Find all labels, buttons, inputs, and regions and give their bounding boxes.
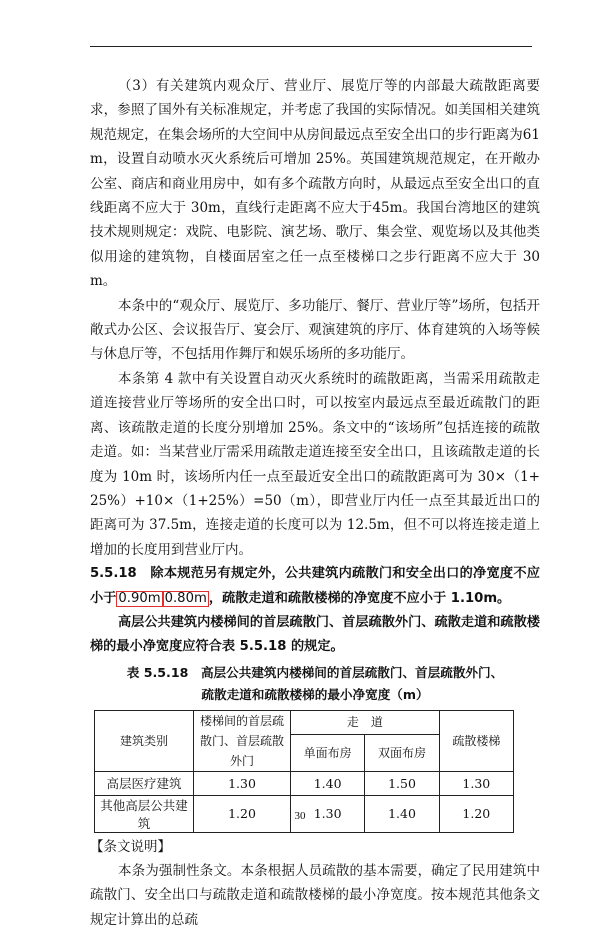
clause-5-5-18: [90, 562, 540, 611]
cell-double: 1.40: [365, 795, 439, 832]
header-corridor: 走 道: [291, 710, 440, 734]
paragraph-5: 本条为强制性条文。本条根据人员疏散的基本需要，确定了民用建筑中疏散门、安全出口与疏散走道和疏散楼梯的最小净宽度。按本规范其他条文规定计算出的总疏: [90, 862, 540, 928]
clause-text-b: ，疏散走道和疏散楼梯的净宽度不应小于 1.10m。: [208, 590, 511, 606]
paragraph-3: 本条第 4 款中有关设置自动灭火系统时的疏散距离，当需采用疏散走道连接营业厅等场所的安全出口时，可以按室内最远点至最近疏散门的距离、该疏散走道的长度分别增加 25%。条文中的“该场所”包括连接的疏散走道。如：当某营业厅需采用疏散走道连接至安全出口，且该疏散走道的长度为 10m 时，该场所内任一点至最近安全出口的疏散距离可为 30×（1+25%）+10×（1+25%）=50（m），即营业厅内任一点至其最近出口的距离可为 37.5m，连接走道的长度可以为 12.5m，但不可以将连接走道上增加的长度用到营业厅内。: [90, 370, 540, 558]
paragraph-1: （3）有关建筑内观众厅、营业厅、展览厅等的内部最大疏散距离要求，参照了国外有关标准规定，并考虑了我国的实际情况。如美国相关建筑规范规定，在集会场所的大空间中从房间最远点至安全出口的步行距离为61m，设置自动喷水灭火系统后可增加 25%。英国建筑规范规定，在开敞办公室、商店和商业用房中，如有多个疏散方向时，从最远点至安全出口的直线距离不应大于 30m，直线行走距离不应大于45m。我国台湾地区的建筑技术规则规定：戏院、电影院、演艺场、歌厅、集会堂、观览场以及其他类似用途的建筑物，自楼面居室之任一点至楼梯口之步行距离不应大于 30m。: [90, 78, 540, 290]
cell-single: 1.30: [291, 795, 365, 832]
paragraph-4: 高层公共建筑内楼梯间的首层疏散门、首层疏散外门、疏散走道和疏散楼梯的最小净宽度应符合表 5.5.18 的规定。: [90, 614, 540, 655]
table-caption-line-1: 表 5.5.18 高层公共建筑内楼梯间的首层疏散门、首层疏散外门、: [126, 664, 504, 680]
header-rule: [90, 46, 532, 47]
header-stair: 疏散楼梯: [439, 710, 513, 771]
header-building-type: 建筑类别: [95, 710, 194, 771]
header-first-floor-door: 楼梯间的首层疏散门、首层疏散外门: [194, 710, 291, 771]
table-row: [95, 771, 514, 795]
table-header-row: [95, 710, 514, 734]
width-value-new: 0.80m: [164, 590, 207, 606]
cell-stair: 1.30: [439, 771, 513, 795]
header-single-side: 单面布房: [291, 734, 365, 771]
paragraph-2: 本条中的“观众厅、展览厅、多功能厅、餐厅、营业厅等”场所，包括开敞式办公区、会议报告厅、宴会厅、观演建筑的序厅、体育建筑的入场等候与休息厅等，不包括用作舞厅和娱乐场所的多功能厅。: [90, 297, 540, 363]
page-number: 30: [294, 810, 306, 822]
cell-type: 其他高层公共建筑: [95, 795, 194, 832]
table-caption-line-2: 疏散走道和疏散楼梯的最小净宽度（m）: [201, 686, 429, 702]
clause-text-a: 5.5.18 除本规范另有规定外，公共建筑内疏散门和安全出口的净宽度不应小于: [90, 566, 540, 606]
width-value-old: 0.90m: [118, 590, 161, 606]
cell-stair: 1.20: [439, 795, 513, 832]
cell-door: 1.20: [194, 795, 291, 832]
page-content: [90, 74, 540, 932]
section-label-explanation: 【条文说明】: [90, 838, 171, 855]
cell-double: 1.50: [365, 771, 439, 795]
cell-door: 1.30: [194, 771, 291, 795]
table-caption: [90, 662, 540, 706]
cell-single: 1.40: [291, 771, 365, 795]
cell-type: 高层医疗建筑: [95, 771, 194, 795]
header-double-side: 双面布房: [365, 734, 439, 771]
